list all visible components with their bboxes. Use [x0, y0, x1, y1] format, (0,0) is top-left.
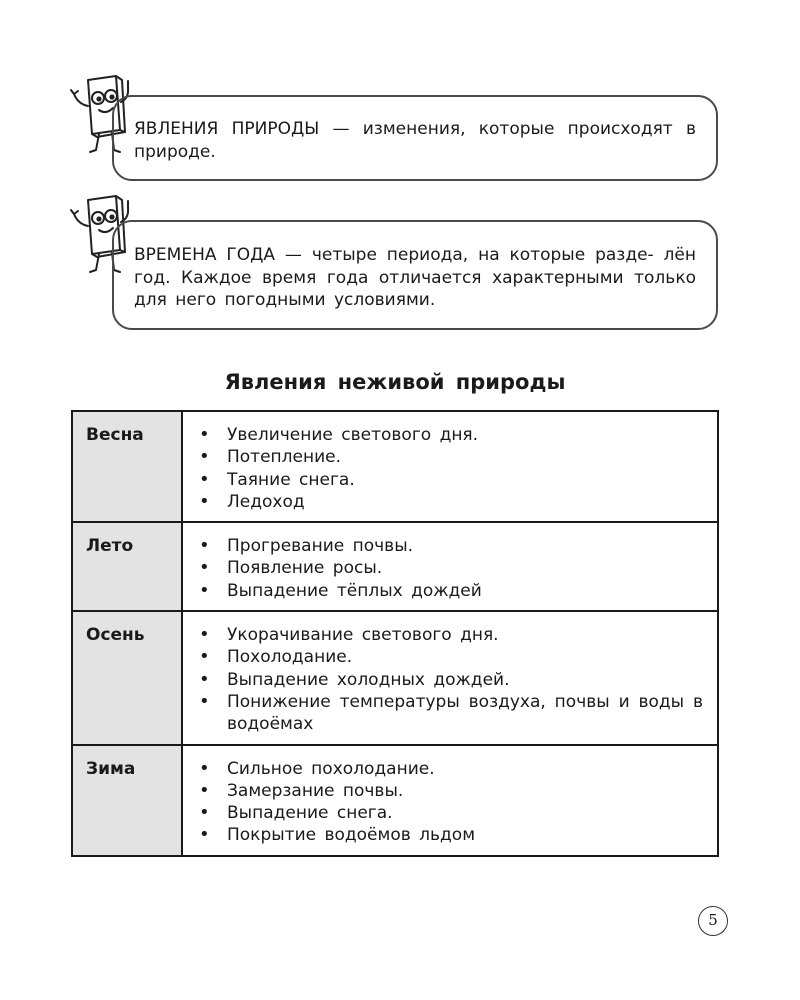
- list-item: • Выпадение холодных дождей.: [197, 669, 703, 691]
- table-row: [72, 611, 718, 744]
- season-items: [182, 522, 718, 611]
- definition-text: ВРЕМЕНА ГОДА — четыре периода, на которые разде- лён год. Каждое время года отличается характерными только для него погодными условиями.: [134, 245, 696, 310]
- list-item: • Появление росы.: [197, 557, 703, 579]
- list-item: • Похолодание.: [197, 646, 703, 668]
- season-items: [182, 411, 718, 522]
- list-item: • Укорачивание светового дня.: [197, 624, 703, 646]
- section-title: Явления неживой природы: [224, 370, 566, 394]
- definition-box-seasons: [112, 220, 718, 330]
- season-items: [182, 611, 718, 744]
- table-row: [72, 522, 718, 611]
- table-row: [72, 745, 718, 856]
- list-item: • Таяние снега.: [197, 469, 703, 491]
- list-item: • Понижение температуры воздуха, почвы и воды в водоёмах: [197, 691, 703, 736]
- definition-text: ЯВЛЕНИЯ ПРИРОДЫ — изменения, которые происходят в природе.: [134, 119, 696, 162]
- season-name: Осень: [72, 611, 182, 744]
- list-item: • Прогревание почвы.: [197, 535, 703, 557]
- season-name: Лето: [72, 522, 182, 611]
- season-name: Зима: [72, 745, 182, 856]
- seasons-table: [71, 410, 719, 857]
- page-number: 5: [698, 906, 728, 936]
- list-item: • Увеличение светового дня.: [197, 424, 703, 446]
- season-name: Весна: [72, 411, 182, 522]
- list-item: • Сильное похолодание.: [197, 758, 703, 780]
- list-item: • Замерзание почвы.: [197, 780, 703, 802]
- table-row: [72, 411, 718, 522]
- list-item: • Покрытие водоёмов льдом: [197, 824, 703, 846]
- season-items: [182, 745, 718, 856]
- list-item: • Потепление.: [197, 446, 703, 468]
- definition-box-natural-phenomena: [112, 95, 718, 181]
- list-item: • Выпадение снега.: [197, 802, 703, 824]
- list-item: • Ледоход: [197, 491, 703, 513]
- list-item: • Выпадение тёплых дождей: [197, 580, 703, 602]
